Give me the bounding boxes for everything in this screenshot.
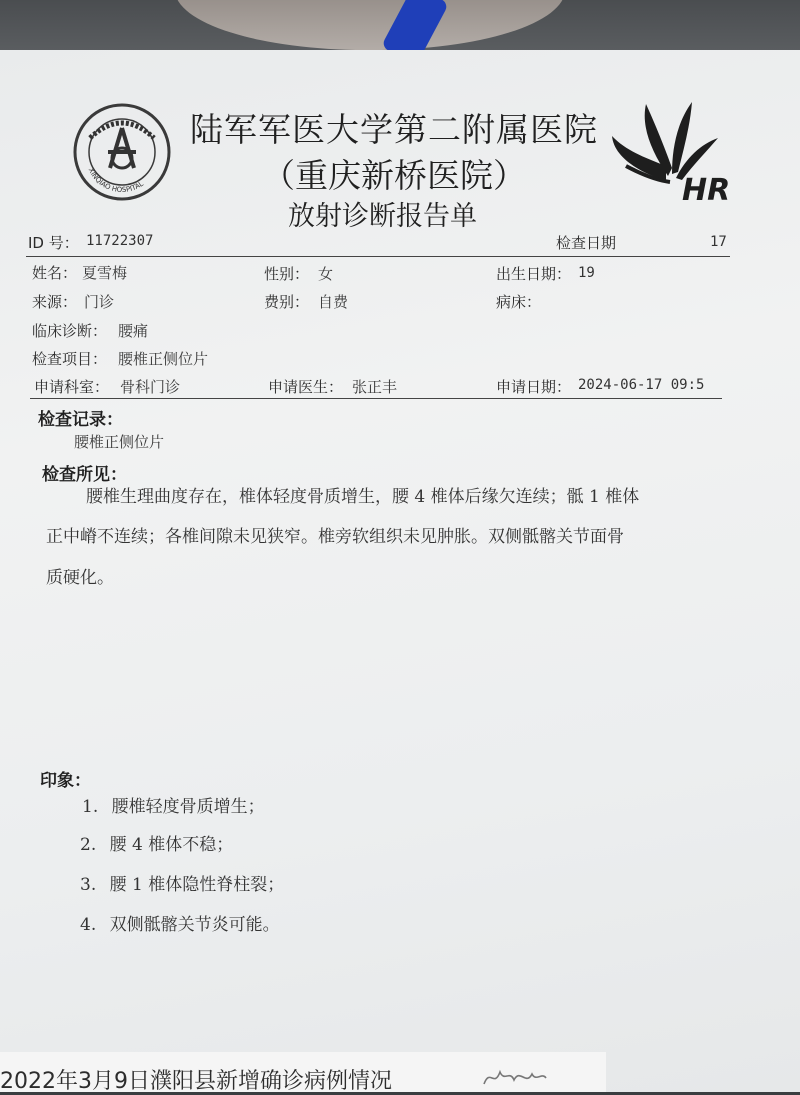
impression-text: 腰 4 椎体不稳； bbox=[109, 835, 234, 855]
seal-text: XINQIAO HOSPITAL bbox=[86, 166, 145, 195]
impression-item bbox=[82, 792, 265, 817]
exam-date-label: 检查日期 bbox=[556, 234, 617, 252]
impression-heading: 印象： bbox=[40, 771, 91, 791]
id-value: 11722307 bbox=[86, 233, 154, 249]
dept-value: 骨科门诊 bbox=[120, 378, 181, 396]
id-label: ID 号： bbox=[28, 234, 79, 252]
source-value: 门诊 bbox=[84, 293, 115, 311]
clinical-value: 腰痛 bbox=[118, 322, 149, 340]
hospital-name: 陆军军医大学第二附属医院 bbox=[190, 110, 598, 149]
divider-info bbox=[30, 398, 722, 399]
findings-line-2: 正中嵴不连续；各椎间隙未见狭窄。椎旁软组织未见肿胀。双侧骶髂关节面骨 bbox=[46, 527, 624, 547]
caption-text: 2022年3月9日濮阳县新增确诊病例情况 bbox=[0, 1069, 392, 1094]
apply-date-label: 申请日期： bbox=[496, 378, 572, 396]
findings-line-3: 质硬化。 bbox=[46, 568, 114, 588]
doctor-value: 张正丰 bbox=[352, 378, 398, 396]
sex-label: 性别： bbox=[264, 265, 310, 283]
impression-text: 腰椎轻度骨质增生； bbox=[111, 797, 265, 817]
divider-top bbox=[26, 256, 730, 257]
findings-heading: 检查所见： bbox=[42, 465, 127, 485]
doctor-label: 申请医生： bbox=[268, 378, 344, 396]
item-value: 腰椎正侧位片 bbox=[118, 350, 209, 368]
name-label: 姓名： bbox=[32, 264, 78, 282]
bed-label: 病床： bbox=[496, 293, 542, 311]
impression-item bbox=[80, 910, 280, 935]
logo-text: HR bbox=[682, 173, 731, 206]
item-label: 检查项目： bbox=[32, 350, 108, 368]
impression-num: 4. bbox=[80, 915, 97, 935]
report-title: 放射诊断报告单 bbox=[288, 201, 477, 232]
birth-value: 19 bbox=[578, 265, 595, 281]
fee-label: 费别： bbox=[264, 293, 310, 311]
sex-value: 女 bbox=[318, 265, 334, 283]
name-value: 夏雪梅 bbox=[82, 264, 128, 282]
source-label: 来源： bbox=[32, 293, 78, 311]
apply-date-value: 2024-06-17 09:5 bbox=[578, 377, 705, 393]
hospital-seal-icon bbox=[72, 102, 172, 202]
impression-num: 3. bbox=[80, 875, 97, 895]
hr-logo-icon bbox=[606, 96, 736, 206]
exam-date-value: 17 bbox=[710, 234, 727, 250]
impression-text: 双侧骶髂关节炎可能。 bbox=[109, 915, 280, 935]
birth-label: 出生日期： bbox=[496, 265, 572, 283]
impression-item bbox=[80, 870, 284, 895]
record-heading: 检查记录： bbox=[38, 410, 123, 430]
impression-text: 腰 1 椎体隐性脊柱裂； bbox=[109, 875, 285, 895]
impression-item bbox=[80, 830, 233, 855]
findings-line-1: 腰椎生理曲度存在，椎体轻度骨质增生，腰 4 椎体后缘欠连续；骶 1 椎体 bbox=[86, 487, 640, 507]
record-content: 腰椎正侧位片 bbox=[74, 433, 165, 451]
dept-label: 申请科室： bbox=[34, 378, 110, 396]
signature-scribble-icon bbox=[480, 1064, 550, 1090]
fee-value: 自费 bbox=[318, 293, 349, 311]
clinical-label: 临床诊断： bbox=[32, 322, 108, 340]
hospital-alias: （重庆新桥医院） bbox=[262, 156, 526, 195]
impression-num: 1. bbox=[82, 797, 99, 817]
impression-num: 2. bbox=[80, 835, 97, 855]
